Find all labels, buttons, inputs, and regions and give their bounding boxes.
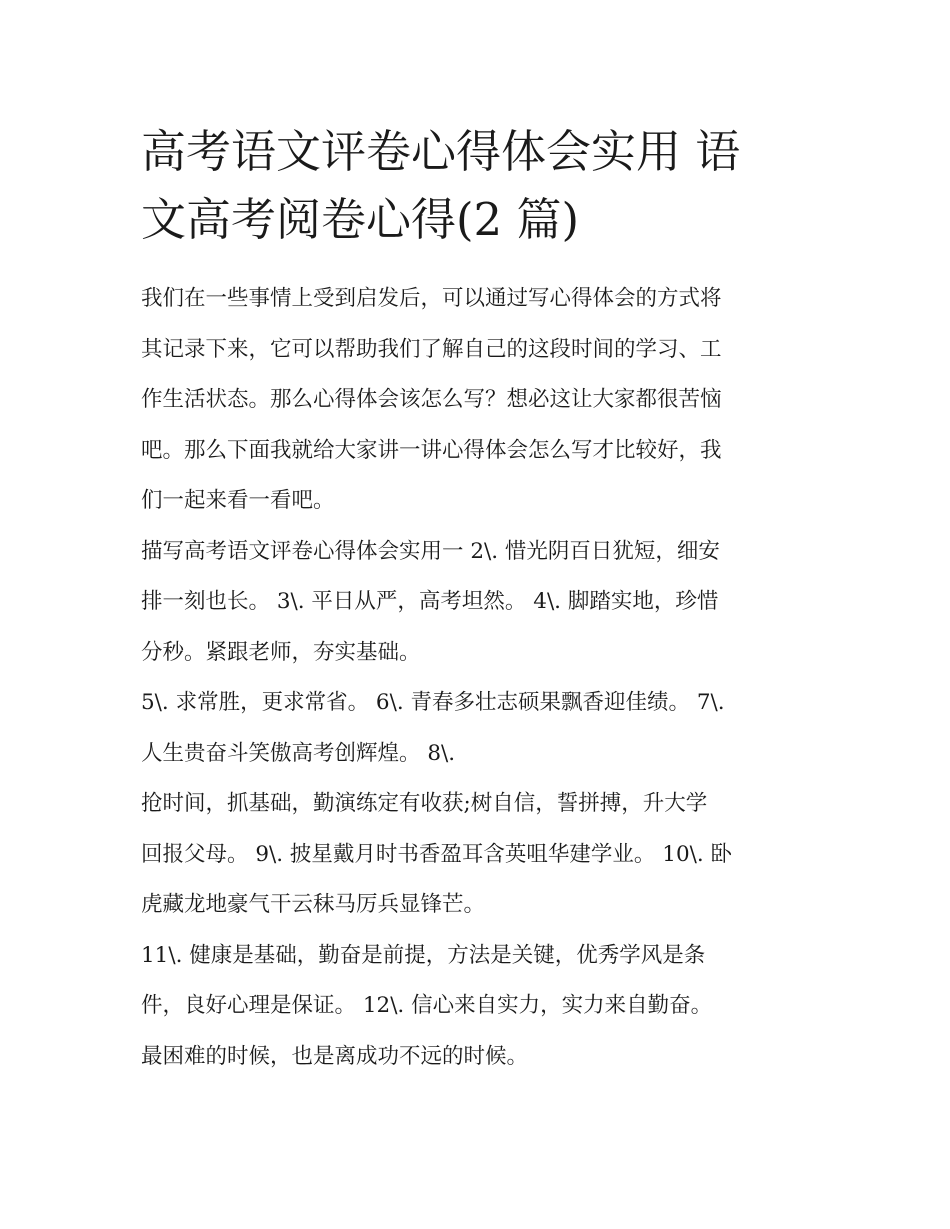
paragraph-line: 5\. 求常胜，更求常省。 6\. 青春多壮志硕果飘香迎佳绩。 7\. [141, 690, 725, 715]
document-page [141, 118, 813, 1082]
paragraph-line: 排一刻也长。 3\. 平日从严，高考坦然。 4\. 脚踏实地，珍惜 [141, 589, 719, 614]
paragraph-line: 虎藏龙地豪气干云秣马厉兵显锋芒。 [141, 892, 486, 917]
document-title [141, 118, 813, 254]
paragraph-line: 人生贵奋斗笑傲高考创辉煌。 8\. [141, 740, 456, 766]
intro-paragraph [141, 274, 813, 527]
paragraph-line: 分秒。紧跟老师，夯实基础。 [141, 639, 421, 665]
paragraph-line: 作生活状态。那么心得体会该怎么写？想必这让大家都很苦恼 [141, 387, 722, 412]
paragraph-line: 回报父母。 9\. 披星戴月时书香盈耳含英咀华建学业。 10\. 卧 [141, 841, 733, 867]
paragraph-line: 吧。那么下面我就给大家讲一讲心得体会怎么写才比较好，我 [141, 437, 722, 463]
body-paragraph [141, 931, 813, 1083]
paragraph-line: 我们在一些事情上受到启发后，可以通过写心得体会的方式将 [141, 286, 722, 311]
paragraph-line: 描写高考语文评卷心得体会实用一 2\. 惜光阴百日犹短，细安 [141, 538, 720, 564]
body-paragraph [141, 678, 813, 779]
body-paragraph [141, 527, 813, 679]
paragraph-line: 其记录下来，它可以帮助我们了解自己的这段时间的学习、工 [141, 336, 722, 362]
title-line: 文高考阅卷心得(2 篇) [141, 193, 580, 246]
title-line: 高考语文评卷心得体会实用 语 [141, 125, 741, 178]
body-paragraph [141, 779, 813, 931]
paragraph-line: 抢时间，抓基础，勤演练定有收获;树自信，誓拼搏，升大学 [141, 791, 708, 816]
paragraph-line: 11\. 健康是基础，勤奋是前提，方法是关键，优秀学风是条 [141, 942, 706, 968]
paragraph-line: 最困难的时候，也是离成功不远的时候。 [141, 1043, 529, 1069]
paragraph-line: 件，良好心理是保证。 12\. 信心来自实力，实力来自勤奋。 [141, 993, 713, 1018]
paragraph-line: 们一起来看一看吧。 [141, 488, 335, 513]
